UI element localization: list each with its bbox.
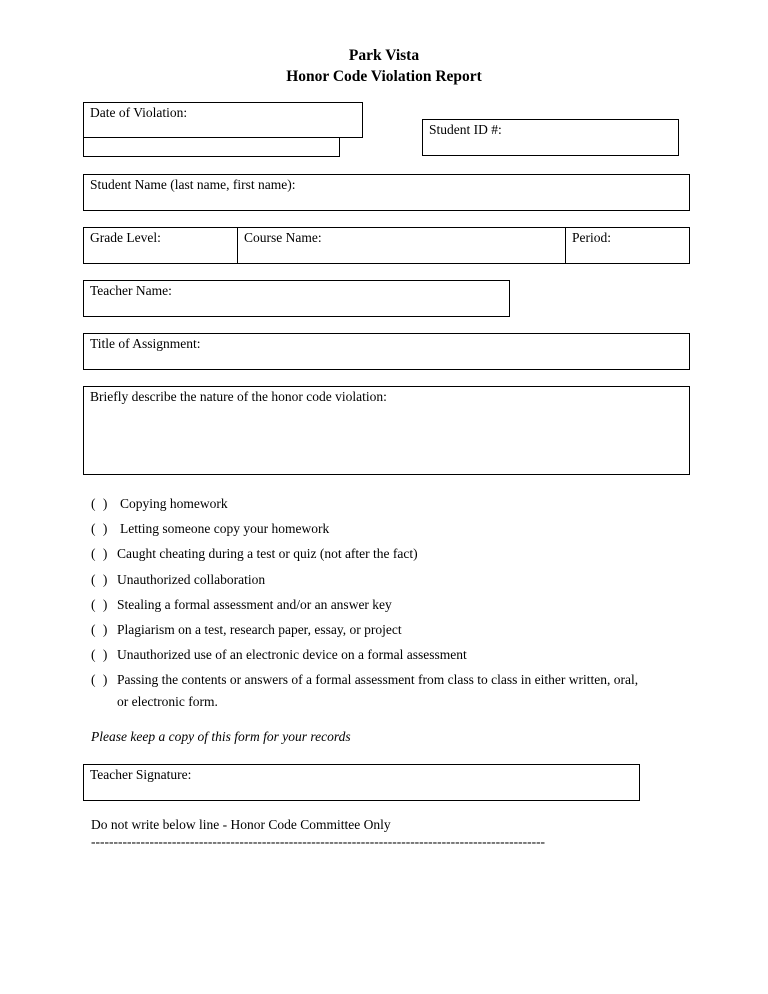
teacher-name-field[interactable] (83, 280, 510, 317)
title-of-assignment-label: Title of Assignment: (90, 336, 201, 351)
checkbox-marker[interactable]: ( ) (91, 596, 110, 612)
period-field[interactable] (565, 228, 689, 263)
date-of-violation-field[interactable] (83, 102, 363, 138)
teacher-signature-label: Teacher Signature: (90, 767, 192, 782)
grade-course-period-row (83, 227, 690, 264)
checkbox-marker[interactable]: ( ) (91, 521, 110, 537)
violation-option-label: Unauthorized use of an electronic device on a formal assessment (117, 647, 467, 663)
form-title: Honor Code Violation Report (286, 68, 482, 85)
checkbox-marker[interactable]: ( ) (91, 496, 110, 511)
violation-option-label: Unauthorized collaboration (117, 571, 266, 587)
date-of-violation-underbox[interactable] (83, 137, 340, 157)
period-label: Period: (572, 230, 611, 245)
separator-line: ----------------------------------------------------------------------------------------------------- (91, 834, 546, 849)
violation-option-label: Plagiarism on a test, research paper, essay, or project (117, 621, 402, 637)
violation-option-label: Copying homework (120, 496, 228, 511)
student-name-label: Student Name (last name, first name): (90, 177, 296, 192)
records-note: Please keep a copy of this form for your records (91, 729, 351, 744)
course-name-field[interactable] (237, 228, 566, 263)
teacher-name-label: Teacher Name: (90, 283, 172, 298)
violation-description-field[interactable] (83, 386, 690, 475)
school-name: Park Vista (348, 47, 420, 64)
committee-only-notice: Do not write below line - Honor Code Committee Only (91, 817, 391, 832)
violation-option-label: Caught cheating during a test or quiz (not after the fact) (117, 546, 418, 562)
violation-option-label: Letting someone copy your homework (120, 521, 330, 537)
checkbox-marker[interactable]: ( ) (91, 647, 110, 663)
student-id-label: Student ID #: (429, 122, 502, 137)
checkbox-marker[interactable]: ( ) (91, 621, 110, 637)
date-of-violation-label: Date of Violation: (90, 105, 188, 120)
teacher-signature-field[interactable] (83, 764, 640, 801)
grade-level-label: Grade Level: (90, 230, 161, 245)
checkbox-marker[interactable]: ( ) (91, 571, 110, 587)
checkbox-marker[interactable]: ( ) (91, 672, 110, 688)
title-of-assignment-field[interactable] (83, 333, 690, 370)
checkbox-marker[interactable]: ( ) (91, 546, 110, 562)
grade-level-field[interactable] (84, 228, 238, 263)
student-name-field[interactable] (83, 174, 690, 211)
violation-option-label: Stealing a formal assessment and/or an answer key (117, 596, 392, 612)
violation-description-label: Briefly describe the nature of the honor code violation: (90, 389, 387, 404)
student-id-field[interactable] (422, 119, 679, 156)
course-name-label: Course Name: (244, 230, 322, 245)
violation-option-label: Passing the contents or answers of a formal assessment from class to class in either written, oral, or electronic form. (117, 672, 639, 710)
